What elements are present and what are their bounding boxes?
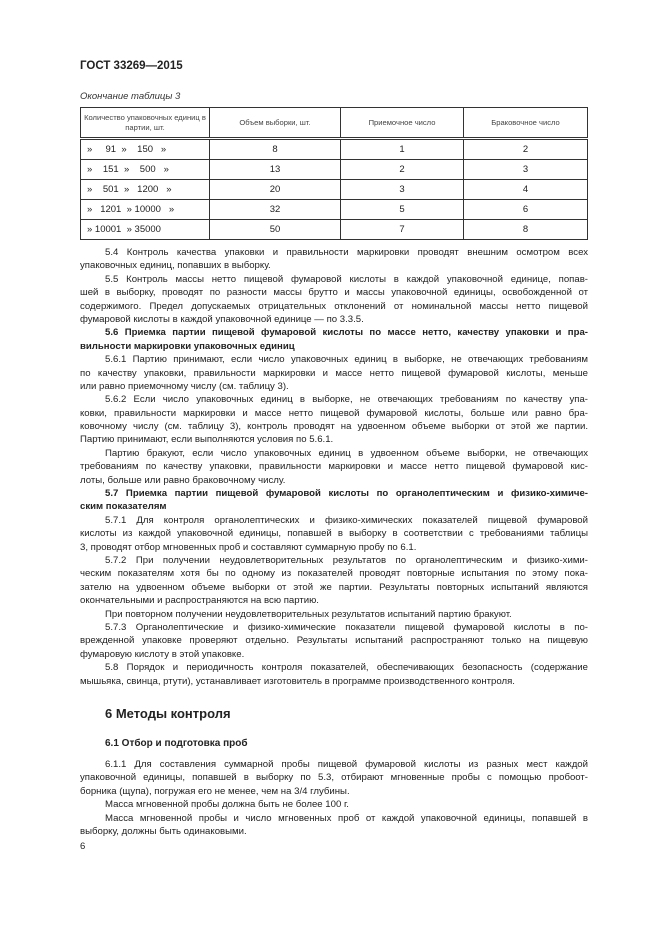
paragraph-line: 3, проводят отбор мгновенных проб и составляют суммарную пробу по 6.1.: [80, 541, 417, 553]
column-header: Объем выборки, шт.: [210, 108, 341, 139]
table-cell: 5: [341, 200, 464, 220]
paragraph-line: 5.7.1 Для контроля органолептических и физико-химических показателей пищевой фумаровой: [105, 514, 588, 526]
table-cell: 8: [464, 220, 588, 240]
paragraph-line: Масса мгновенной пробы должна быть не более 100 г.: [105, 799, 349, 811]
paragraph-line: фумаровую кислоту в этой упаковке.: [80, 648, 245, 660]
paragraph-line: упаковочных единиц, попавших в выборку.: [80, 260, 271, 272]
paragraph-line: 5.4 Контроль качества упаковки и правильности маркировки проводят внешним осмотром всех: [105, 247, 588, 258]
paragraph-line: требованиям по качеству упаковки, правильности маркировки и массе нетто пищевой фумаровой кис-: [80, 461, 588, 473]
table-cell: » 91 » 150 »: [81, 139, 210, 160]
section-5-text: [80, 246, 588, 688]
table-cell: 2: [464, 139, 588, 160]
paragraph-line: ческим показателям хотя бы по одному из показателей проводят повторные испытания по этому пока-: [80, 568, 588, 580]
paragraph-line: врежденной упаковке проверяют отдельно. Результаты испытаний распространяют только на пищевую: [80, 635, 588, 647]
subsection-heading-line: 5.6 Приемка партии пищевой фумаровой кислоты по массе нетто, качеству упаковки и пра-: [105, 327, 588, 339]
paragraph-line: борника (щупа), погружая его не менее, чем на 3/4 глубины.: [80, 785, 350, 797]
paragraph-line: 5.8 Порядок и периодичность контроля показателей, обеспечивающих безопасность (содержание: [105, 662, 588, 674]
column-header: Приемочное число: [341, 108, 464, 139]
table-cell: 3: [464, 160, 588, 180]
paragraph-line: 5.7.3 Органолептические и физико-химические показатели пищевой фумаровой кислоты в по-: [105, 621, 588, 633]
paragraph-line: мышьяка, свинца, ртути), устанавливает изготовитель в программе производственного контроля.: [80, 675, 515, 687]
table-caption: Окончание таблицы 3: [80, 91, 181, 102]
table-cell: 32: [210, 200, 341, 220]
paragraph-line: содержимого. Предел допускаемых отрицательных отклонений от номинальной массы нетто пищевой: [80, 300, 588, 312]
table-row: [81, 200, 588, 220]
paragraph-line: выборку, должны быть одинаковыми.: [80, 825, 247, 837]
table-cell: 6: [464, 200, 588, 220]
paragraph-line: ковки, правильности маркировки и массе нетто пищевой фумаровой кислоты, больше или равно бра-: [80, 407, 588, 419]
table-cell: 7: [341, 220, 464, 240]
subsection-heading-line: 5.7 Приемка партии пищевой фумаровой кислоты по органолептическим и физико-химиче-: [105, 488, 588, 500]
paragraph-line: лоты, больше или равно браковочному числу.: [80, 474, 286, 486]
subsection-heading-line: ским показателям: [80, 501, 167, 513]
table-cell: 1: [341, 139, 464, 160]
column-header: Количество упаковочных единиц в партии, шт.: [81, 108, 210, 139]
paragraph-line: Партию принимают, если выполняются условия по 5.6.1.: [80, 434, 334, 446]
table-row: [81, 220, 588, 240]
table-3: [80, 107, 588, 240]
paragraph-line: или равно приемочному числу (см. таблицу 3).: [80, 380, 289, 392]
subsection-heading-line: вильности маркировки упаковочных единиц: [80, 340, 295, 352]
table-header-row: [81, 108, 588, 139]
table-cell: » 10001 » 35000: [81, 220, 210, 240]
paragraph-line: 5.5 Контроль массы нетто пищевой фумаровой кислоты в каждой упаковочной единице, попав-: [105, 273, 588, 285]
section-6-title: 6 Методы контроля: [105, 706, 231, 721]
paragraph-line: окончательными и распространяются на всю партию.: [80, 595, 319, 607]
table-cell: » 1201 » 10000 »: [81, 200, 210, 220]
paragraph-line: зателю на удвоенном объеме выборки от этой же партии. Результаты повторных испытаний являются: [80, 581, 588, 593]
page-number: 6: [80, 841, 86, 852]
paragraph-line: 5.6.1 Партию принимают, если число упаковочных единиц в выборке, не отвечающих требованиям: [105, 354, 588, 366]
table-cell: 50: [210, 220, 341, 240]
section-6-1-title: 6.1 Отбор и подготовка проб: [105, 738, 248, 749]
paragraph-line: При повторном получении неудовлетворительных результатов испытаний партию бракуют.: [105, 608, 512, 620]
paragraph-line: фумаровой кислоты в каждой упаковочной единице — по 3.3.5.: [80, 313, 364, 325]
paragraph-line: кислоты из каждой упаковочной единицы, попавшей в выборку в соответствии с требованиями таблицы: [80, 528, 588, 540]
table-cell: 3: [341, 180, 464, 200]
table-row: [81, 180, 588, 200]
section-6-text: [80, 758, 588, 838]
table-cell: 13: [210, 160, 341, 180]
paragraph-line: 5.6.2 Если число упаковочных единиц в выборке, не отвечающих требованиям по качеству упа-: [105, 394, 588, 406]
table-row: [81, 139, 588, 160]
paragraph-line: 6.1.1 Для составления суммарной пробы пищевой фумаровой кислоты из разных мест каждой: [105, 759, 588, 770]
paragraph-line: Масса мгновенной пробы и число мгновенных проб от каждой упаковочной единицы, попавшей в: [105, 812, 588, 824]
paragraph-line: шей в выборку, проводят по разности массы брутто и массы упаковочной единицы, освобожденной от: [80, 287, 588, 299]
table-cell: » 501 » 1200 »: [81, 180, 210, 200]
table-cell: 8: [210, 139, 341, 160]
table-cell: 20: [210, 180, 341, 200]
table-cell: » 151 » 500 »: [81, 160, 210, 180]
paragraph-line: 5.7.2 При получении неудовлетворительных результатов по органолептическим и физико-хими-: [105, 554, 588, 566]
document-header: ГОСТ 33269—2015: [80, 60, 183, 72]
table-cell: 4: [464, 180, 588, 200]
table-row: [81, 160, 588, 180]
table-cell: 2: [341, 160, 464, 180]
paragraph-line: упаковочной единицы, попавшей в выборку по 5.3, отбирают мгновенные пробы с помощью пробоот-: [80, 772, 588, 784]
column-header: Браковочное число: [464, 108, 588, 139]
paragraph-line: Партию бракуют, если число упаковочных единиц в удвоенном объеме выборки, не отвечающих: [105, 447, 588, 459]
paragraph-line: ковочному числу (см. таблицу 3), контроль проводят на удвоенном объеме выборки от этой же партии.: [80, 421, 588, 433]
paragraph-line: по качеству упаковки, правильности маркировки и массе нетто пищевой фумаровой кислоты, меньше: [80, 367, 588, 379]
